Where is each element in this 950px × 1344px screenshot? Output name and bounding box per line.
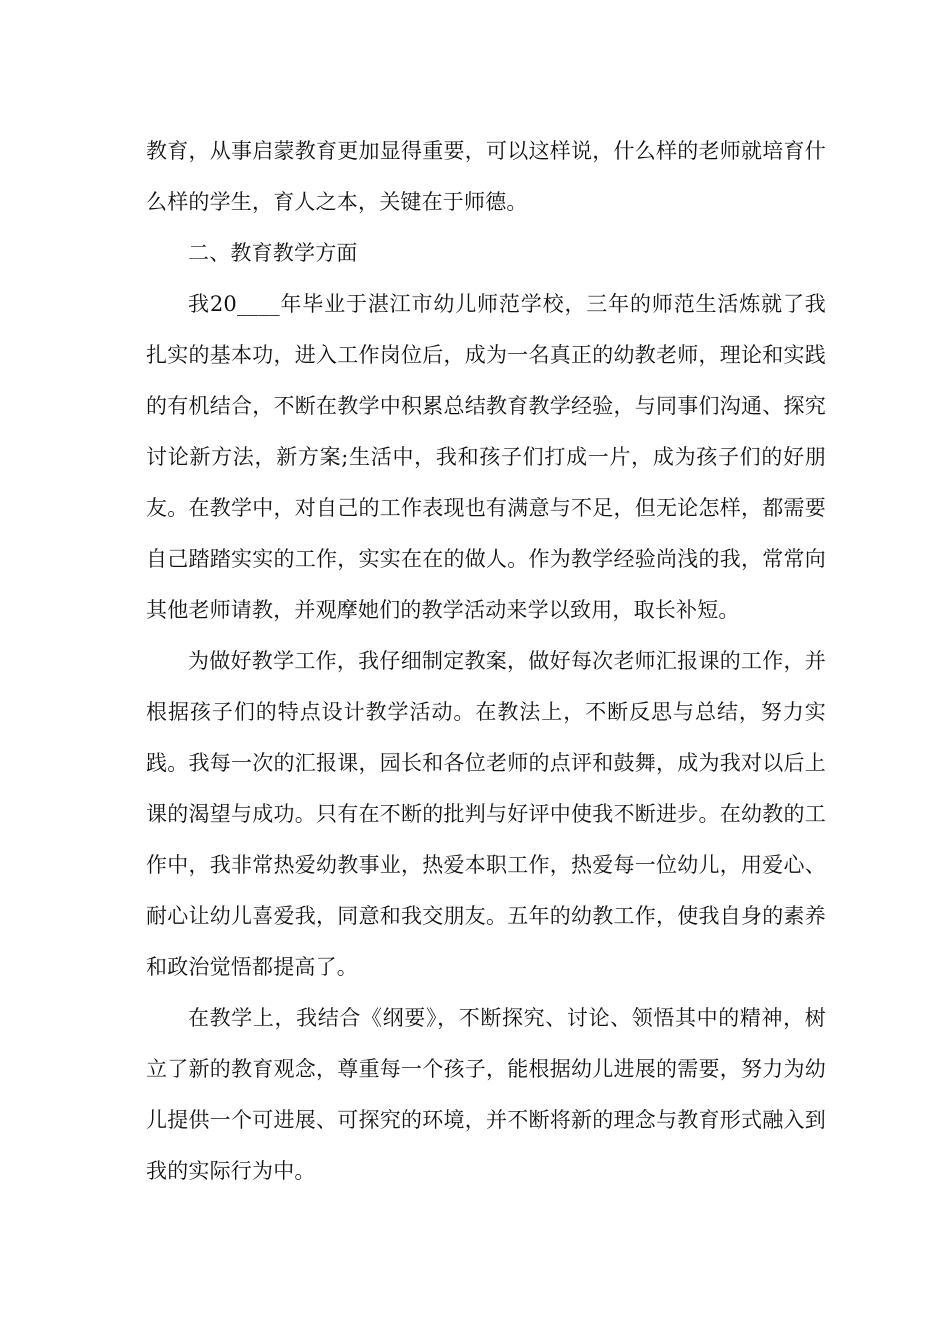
document-body — [146, 126, 826, 1197]
paragraph: 为做好教学工作，我仔细制定教案，做好每次老师汇报课的工作，并根据孩子们的特点设计教学活动。在教法上，不断反思与总结，努力实践。我每一次的汇报课，园长和各位老师的点评和鼓舞，成为我对以后上课的渴望与成功。只有在不断的批判与好评中使我不断进步。在幼教的工作中，我非常热爱幼教事业，热爱本职工作，热爱每一位幼儿，用爱心、耐心让幼儿喜爱我，同意和我交朋友。五年的幼教工作，使我自身的素养和政治觉悟都提高了。 — [146, 649, 826, 979]
paragraph: 在教学上，我结合《纲要》，不断探究、讨论、领悟其中的精神，树立了新的教育观念，尊重每一个孩子，能根据幼儿进展的需要，努力为幼儿提供一个可进展、可探究的环境，并不断将新的理念与教育形式融入到我的实际行为中。 — [146, 1006, 826, 1183]
paragraph: 我20____年毕业于湛江市幼儿师范学校，三年的师范生活炼就了我扎实的基本功，进入工作岗位后，成为一名真正的幼教老师，理论和实践的有机结合，不断在教学中积累总结教育教学经验，与同事们沟通、探究讨论新方法，新方案;生活中，我和孩子们打成一片，成为孩子们的好朋友。在教学中，对自己的工作表现也有满意与不足，但无论怎样，都需要自己踏踏实实的工作，实实在在的做人。作为教学经验尚浅的我，常常向其他老师请教，并观摩她们的教学活动来学以致用，取长补短。 — [146, 292, 826, 622]
section-heading: 二、教育教学方面 — [188, 241, 358, 265]
paragraph-continuation: 教育，从事启蒙教育更加显得重要，可以这样说，什么样的老师就培育什么样的学生，育人之本，关键在于师德。 — [146, 139, 826, 214]
